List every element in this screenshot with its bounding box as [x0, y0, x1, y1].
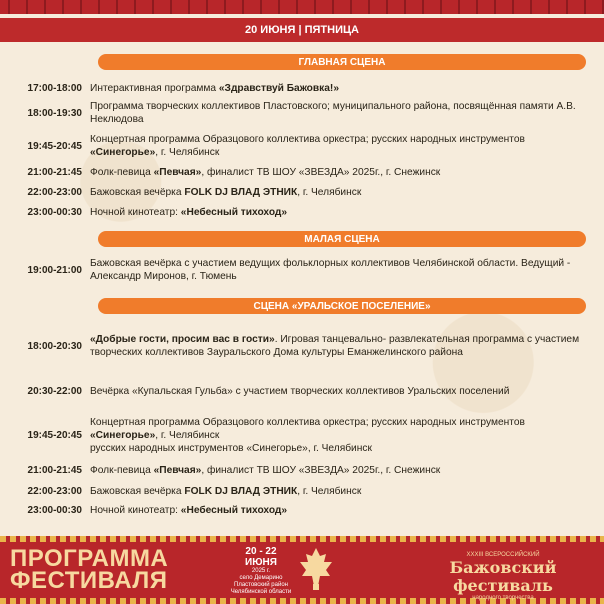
row-description: Интерактивная программа «Здравствуй Бажовка!»: [90, 82, 339, 94]
ornament-stripe: [0, 536, 604, 542]
row-description: Ночной кинотеатр: «Небесный тихоход»: [90, 504, 288, 516]
place-line: Пластовский район: [234, 582, 288, 588]
schedule-row: [0, 99, 604, 127]
dates-range: 20 - 22: [245, 546, 277, 557]
place-line: Челябинской области: [230, 589, 292, 595]
schedule-row: [0, 414, 604, 456]
row-time: 20:30-22:00: [27, 385, 82, 397]
schedule-row: [0, 484, 604, 498]
festival-title-main: Бажовский фестиваль: [449, 558, 557, 595]
day-banner: 20 ИЮНЯ | ПЯТНИЦА: [0, 18, 604, 42]
row-description: Фолк-певица «Певчая», финалист ТВ ШОУ «ЗВЕЗДА» 2025г., г. Снежинск: [90, 464, 441, 476]
row-time: 22:00-23:00: [27, 186, 82, 198]
row-description: Вечёрка «Купальская Гульба» с участием творческих коллективов Уральских поселений: [90, 385, 510, 397]
row-time: 21:00-21:45: [27, 166, 82, 178]
ornament-band-top: [0, 0, 604, 14]
row-description: Ночной кинотеатр: «Небесный тихоход»: [90, 206, 288, 218]
row-time: 18:00-19:30: [27, 107, 82, 119]
dates-month: ИЮНЯ: [245, 557, 277, 568]
program-heading: [10, 545, 169, 594]
section-ural-stage: СЦЕНА «УРАЛЬСКОЕ ПОСЕЛЕНИЕ»: [98, 298, 586, 314]
row-time: 21:00-21:45: [27, 464, 82, 476]
row-time: 19:45-20:45: [27, 429, 82, 441]
section-main-stage: ГЛАВНАЯ СЦЕНА: [98, 54, 586, 70]
row-time: 18:00-20:30: [27, 340, 82, 352]
festival-title: [418, 552, 588, 602]
tree-emblem-icon: [296, 546, 336, 592]
festival-dates: [226, 546, 296, 596]
row-description: Концертная программа Образцового коллектива оркестра; русских народных инструментов «Синегорье», г. Челябинск: [90, 134, 525, 158]
schedule-row: [0, 325, 604, 367]
program-line: ФЕСТИВАЛЯ: [10, 567, 168, 594]
schedule-row: [0, 185, 604, 199]
festival-title-top: XXXIII ВСЕРОССИЙСКИЙ: [466, 552, 540, 558]
row-description: Фолк-певица «Певчая», финалист ТВ ШОУ «ЗВЕЗДА» 2025г., г. Снежинск: [90, 166, 441, 178]
row-description: Бажовская вечёрка с участием ведущих фольклорных коллективов Челябинской области. Ведущий - Александр Миронов, г. Тюмень: [90, 258, 571, 282]
row-description: Концертная программа Образцового коллектива оркестра; русских народных инструментов «Синегорье», г. Челябинск русских народных инструментов «Синегорье», г. Челябинск: [90, 416, 525, 454]
row-time: 17:00-18:00: [27, 82, 82, 94]
festival-title-bottom: народного творчества: [472, 595, 534, 601]
place-line: село Демарино: [239, 575, 283, 581]
row-time: 23:00-00:30: [27, 206, 82, 218]
schedule-row: [0, 132, 604, 160]
schedule-row: [0, 463, 604, 477]
row-time: 23:00-00:30: [27, 504, 82, 516]
dates-year: 2025 г.: [251, 568, 271, 574]
section-small-stage: МАЛАЯ СЦЕНА: [98, 231, 586, 247]
row-time: 19:00-21:00: [27, 264, 82, 276]
row-description: Бажовская вечёрка FOLK DJ ВЛАД ЭТНИК, г. Челябинск: [90, 186, 362, 198]
row-description: «Добрые гости, просим вас в гости». Игровая танцевально- развлекательная программа с участием творческих коллективов Зауральского Дома культуры Еманжелинского района: [90, 334, 580, 358]
row-description: Бажовская вечёрка FOLK DJ ВЛАД ЭТНИК, г. Челябинск: [90, 485, 362, 497]
row-description: Программа творческих коллективов Пластовского; муниципального района, посвящённая памяти А.В. Неклюдова: [90, 101, 576, 125]
schedule-row: [0, 165, 604, 179]
schedule-row: [0, 503, 604, 517]
row-time: 19:45-20:45: [27, 140, 82, 152]
schedule-row: [0, 256, 604, 284]
row-time: 22:00-23:00: [27, 485, 82, 497]
program-line: ПРОГРАММА: [10, 545, 169, 572]
schedule-row: [0, 377, 604, 405]
schedule-row: [0, 81, 604, 95]
schedule-row: [0, 205, 604, 219]
